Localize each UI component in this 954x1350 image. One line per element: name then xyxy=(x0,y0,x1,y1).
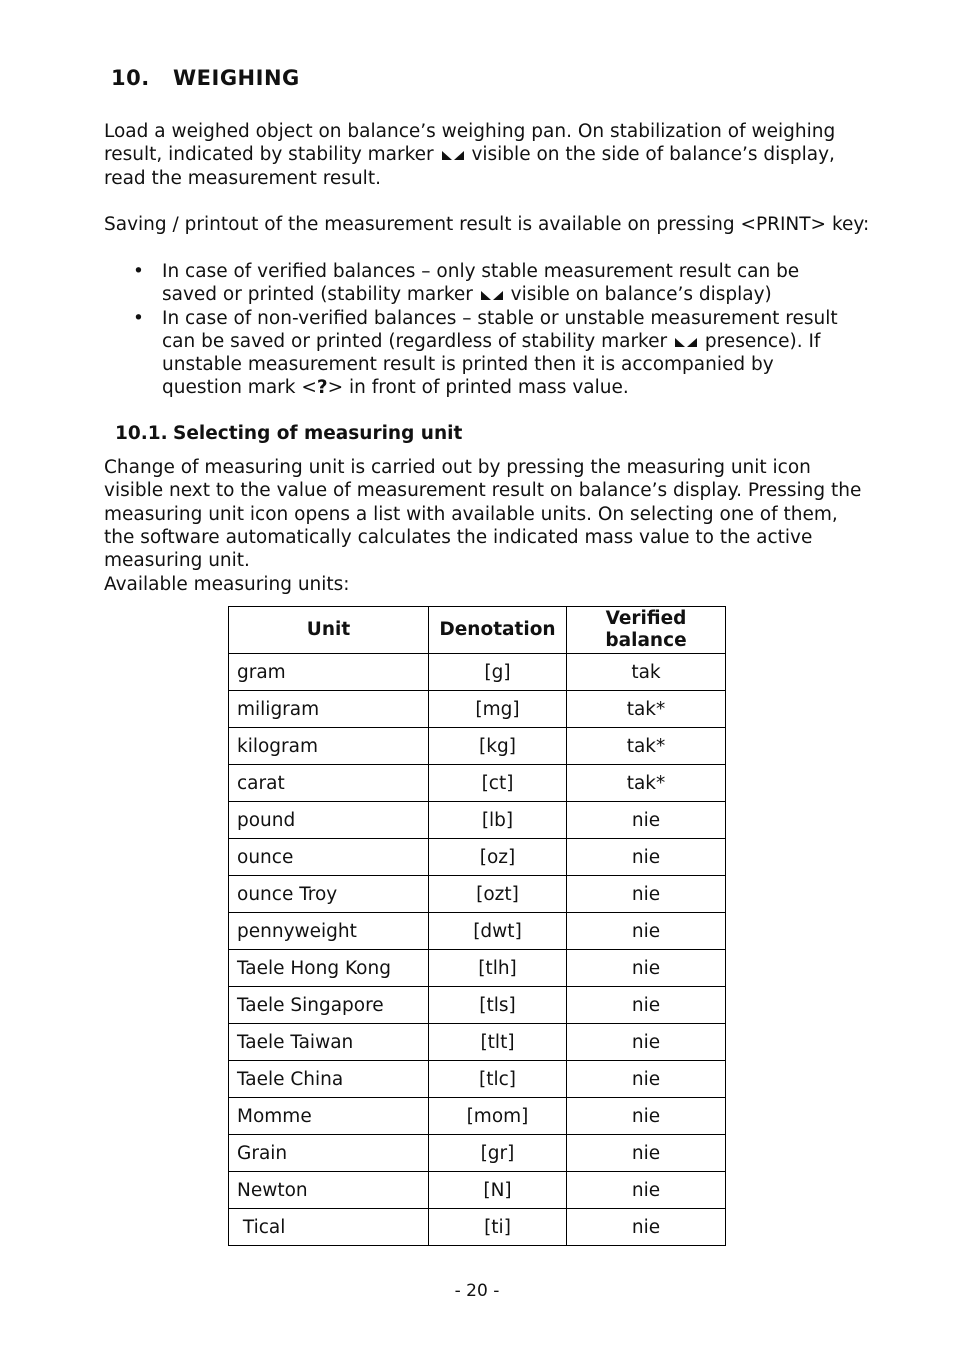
verified-cell: tak xyxy=(567,654,726,691)
table-row xyxy=(229,987,726,1024)
section-number: 10. xyxy=(111,66,150,90)
verified-cell: nie xyxy=(567,913,726,950)
denotation-cell: [ozt] xyxy=(429,876,567,913)
verified-cell: nie xyxy=(567,1209,726,1246)
table-row xyxy=(229,1135,726,1172)
table-row xyxy=(229,1024,726,1061)
stability-marker-icon xyxy=(479,288,505,302)
unit-name-cell: miligram xyxy=(229,691,429,728)
unit-name-cell: Taele Taiwan xyxy=(229,1024,429,1061)
question-mark: ? xyxy=(316,377,328,399)
header-verified: Verified balance xyxy=(567,607,726,654)
verified-cell: nie xyxy=(567,1135,726,1172)
unit-name-cell: kilogram xyxy=(229,728,429,765)
denotation-cell: [g] xyxy=(429,654,567,691)
header-unit: Unit xyxy=(229,607,429,654)
table-row xyxy=(229,1172,726,1209)
denotation-cell: [tlt] xyxy=(429,1024,567,1061)
verified-cell: tak* xyxy=(567,765,726,802)
denotation-cell: [tls] xyxy=(429,987,567,1024)
bullet-text: visible on balance’s display) xyxy=(504,284,772,306)
bullet-icon: • xyxy=(133,307,144,329)
verified-cell: tak* xyxy=(567,691,726,728)
table-row xyxy=(229,876,726,913)
unit-change-paragraph: Change of measuring unit is carried out by pressing the measuring unit icon visible next to the value of measurement result on balance’s display. Pressing the measuring unit icon opens a list with available units. On selecting one of them, the software automatically calculates the indicated mass value to the active measuring unit. xyxy=(104,457,862,572)
unit-name-cell: gram xyxy=(229,654,429,691)
table-row xyxy=(229,950,726,987)
unit-name-cell: Taele China xyxy=(229,1061,429,1098)
unit-name-cell: Taele Singapore xyxy=(229,987,429,1024)
units-table xyxy=(228,606,726,1246)
unit-name-cell: pound xyxy=(229,802,429,839)
denotation-cell: [ct] xyxy=(429,765,567,802)
bullet-text: presence). If unstable measurement result is printed then it is accompanied by question mark < xyxy=(162,330,821,399)
table-row xyxy=(229,913,726,950)
denotation-cell: [N] xyxy=(429,1172,567,1209)
intro-paragraph xyxy=(104,120,874,190)
available-units-label: Available measuring units: xyxy=(104,574,350,595)
unit-name-cell: Grain xyxy=(229,1135,429,1172)
denotation-cell: [gr] xyxy=(429,1135,567,1172)
bullet-text: In case of non-verified balances – stable or unstable measurement result can be saved or printed (regardless of stability marker xyxy=(162,307,838,352)
denotation-cell: [ti] xyxy=(429,1209,567,1246)
denotation-cell: [mom] xyxy=(429,1098,567,1135)
denotation-cell: [dwt] xyxy=(429,913,567,950)
section-heading xyxy=(111,66,300,90)
intro-text-start: Load a weighed object on balance’s weighing pan. On stabilization of weighing result, indicated by stability marker xyxy=(104,121,836,166)
table-row xyxy=(229,1061,726,1098)
denotation-cell: [tlh] xyxy=(429,950,567,987)
print-conditions-list xyxy=(104,260,844,400)
unit-name-cell: ounce Troy xyxy=(229,876,429,913)
denotation-cell: [mg] xyxy=(429,691,567,728)
unit-name-cell: Tical xyxy=(229,1209,429,1246)
page-number: - 20 - xyxy=(454,1281,500,1301)
stability-marker-icon xyxy=(440,148,466,162)
table-row xyxy=(229,691,726,728)
table-header-row xyxy=(229,607,726,654)
verified-cell: nie xyxy=(567,802,726,839)
verified-cell: nie xyxy=(567,1098,726,1135)
print-paragraph: Saving / printout of the measurement result is available on pressing <PRINT> key: xyxy=(104,214,870,235)
denotation-cell: [oz] xyxy=(429,839,567,876)
header-denotation: Denotation xyxy=(429,607,567,654)
table-row xyxy=(229,1209,726,1246)
table-row xyxy=(229,1098,726,1135)
verified-cell: tak* xyxy=(567,728,726,765)
table-row xyxy=(229,728,726,765)
bullet-text: > in front of printed mass value. xyxy=(327,377,629,399)
unit-name-cell: carat xyxy=(229,765,429,802)
section-title: WEIGHING xyxy=(173,66,300,90)
subsection-title: Selecting of measuring unit xyxy=(173,423,463,444)
list-item xyxy=(104,260,844,307)
list-item xyxy=(104,307,844,400)
stability-marker-icon xyxy=(673,335,699,349)
unit-name-cell: Taele Hong Kong xyxy=(229,950,429,987)
denotation-cell: [kg] xyxy=(429,728,567,765)
verified-cell: nie xyxy=(567,1024,726,1061)
unit-name-cell: ounce xyxy=(229,839,429,876)
verified-cell: nie xyxy=(567,839,726,876)
verified-cell: nie xyxy=(567,1172,726,1209)
table-row xyxy=(229,654,726,691)
table-row xyxy=(229,839,726,876)
denotation-cell: [lb] xyxy=(429,802,567,839)
subsection-number: 10.1. xyxy=(115,423,168,444)
verified-cell: nie xyxy=(567,950,726,987)
unit-name-cell: pennyweight xyxy=(229,913,429,950)
denotation-cell: [tlc] xyxy=(429,1061,567,1098)
subsection-heading xyxy=(115,423,462,444)
verified-cell: nie xyxy=(567,876,726,913)
intro-text-end: visible on the side of balance’s display, read the measurement result. xyxy=(104,144,835,189)
unit-name-cell: Newton xyxy=(229,1172,429,1209)
bullet-icon: • xyxy=(133,261,144,282)
table-row xyxy=(229,765,726,802)
table-row xyxy=(229,802,726,839)
bullet-text: In case of verified balances – only stable measurement result can be saved or printed (stability marker xyxy=(162,261,800,306)
verified-cell: nie xyxy=(567,987,726,1024)
unit-name-cell: Momme xyxy=(229,1098,429,1135)
verified-cell: nie xyxy=(567,1061,726,1098)
